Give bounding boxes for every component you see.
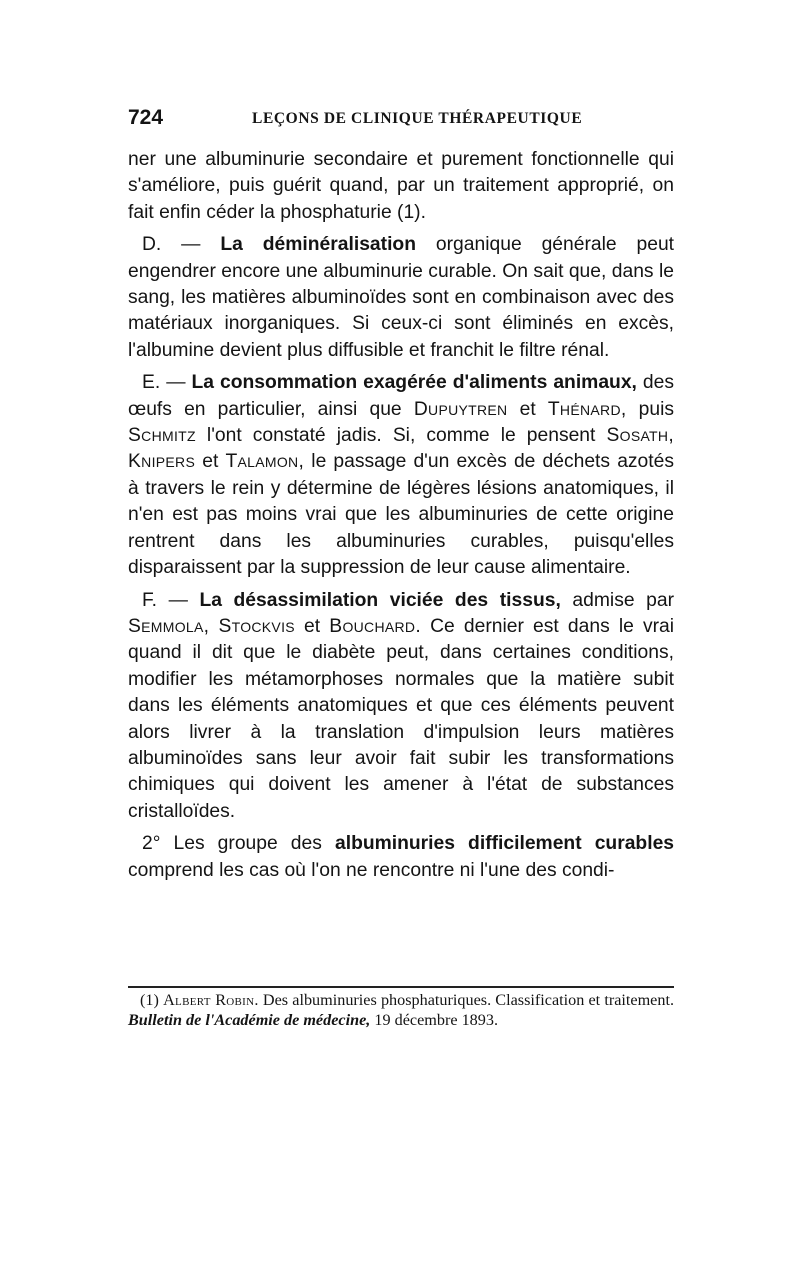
footnote-journal: Bulletin de l'Académie de médecine, — [128, 1011, 371, 1029]
paragraph-text: puis — [638, 398, 675, 420]
page-number: 724 — [128, 106, 164, 129]
paragraph-text: ner une albuminurie secondaire et purement fonctionnelle qui s'améliore, puis guérit quand, par un traitement approprié, on fait enfin céder la phosphaturie (1). — [128, 149, 674, 223]
paragraph-text: comprend les cas où l'on ne rencontre ni l'une des condi- — [128, 859, 615, 881]
paragraph-text: admise par — [572, 589, 675, 611]
author-name: Stockvis — [218, 615, 295, 637]
paragraph-text: et — [304, 615, 321, 637]
paragraph-text: et — [202, 451, 219, 473]
paragraph-text: l'ont constaté jadis. Si, comme le pensent — [206, 425, 596, 447]
paragraph-text: le passage d'un excès de déchets azotés à travers le rein y détermine de légères lésions anatomiques, il n'en est pas moins vrai que les albuminuries de cette origine rentrent dans les albuminuries curables, puisqu'elles disparaissent par la suppression de leur cause alimentaire. — [128, 451, 675, 579]
paragraph-text: 2° Les groupe des — [142, 833, 322, 855]
author-name: Knipers — [128, 451, 196, 473]
paragraph-2 — [128, 831, 674, 884]
paragraph-heading: albuminuries difficilement curables — [334, 833, 675, 855]
author-name: Dupuytren — [413, 398, 508, 420]
author-name: Schmitz — [128, 425, 196, 447]
main-text — [128, 147, 674, 890]
page-header — [128, 106, 674, 136]
author-name: Bouchard. — [329, 615, 421, 637]
footnote-author: Albert Robin. — [163, 991, 259, 1009]
paragraph-text: des œufs en particulier, ainsi que — [128, 372, 674, 420]
footnote-title: Des albuminuries phosphaturiques. Classification et traitement. — [262, 991, 675, 1009]
paragraph-continuation — [128, 147, 674, 226]
footnote — [128, 990, 674, 1030]
paragraph-text: Ce dernier est dans le vrai quand il dit que le diabète peut, dans certaines conditions, modifier les métamorphoses normales que la matière subit dans les éléments anatomiques et que ces éléments peuvent alors livrer à la translation d'impulsion leurs matières albuminoïdes sans leur avoir fait subir les transformations chimiques qui doivent les amener à l'état de substances cristalloïdes. — [128, 615, 675, 822]
paragraph-heading: La déminéralisation — [220, 234, 416, 256]
paragraph-heading: La désassimilation viciée des tissus, — [199, 589, 561, 611]
footnote-date: 19 décembre 1893. — [374, 1011, 498, 1029]
footnote-text — [128, 990, 674, 1030]
author-name: Semmola, — [128, 615, 210, 637]
paragraph-d — [128, 232, 674, 364]
paragraph-f — [128, 588, 674, 826]
running-title: LEÇONS DE CLINIQUE THÉRAPEUTIQUE — [252, 110, 583, 127]
section-label: F. — — [142, 589, 188, 611]
paragraph-text: et — [519, 398, 536, 420]
section-label: D. — — [142, 234, 201, 256]
author-name: Sosath, — [606, 425, 674, 447]
paragraph-heading: La consommation exagérée d'aliments animaux, — [191, 372, 637, 394]
section-label: E. — — [142, 372, 186, 394]
footnote-rule — [128, 986, 674, 988]
author-name: Thénard, — [547, 398, 627, 420]
paragraph-text: organique générale peut engendrer encore une albuminurie curable. On sait que, dans le sang, les matières albuminoïdes sont en combinaison avec des matériaux inorganiques. Si ceux-ci sont éliminés en excès, l'albumine devient plus diffusible et franchit le filtre rénal. — [128, 234, 675, 361]
author-name: Talamon, — [225, 451, 305, 473]
footnote-mark: (1) — [140, 991, 159, 1009]
paragraph-e — [128, 370, 674, 581]
